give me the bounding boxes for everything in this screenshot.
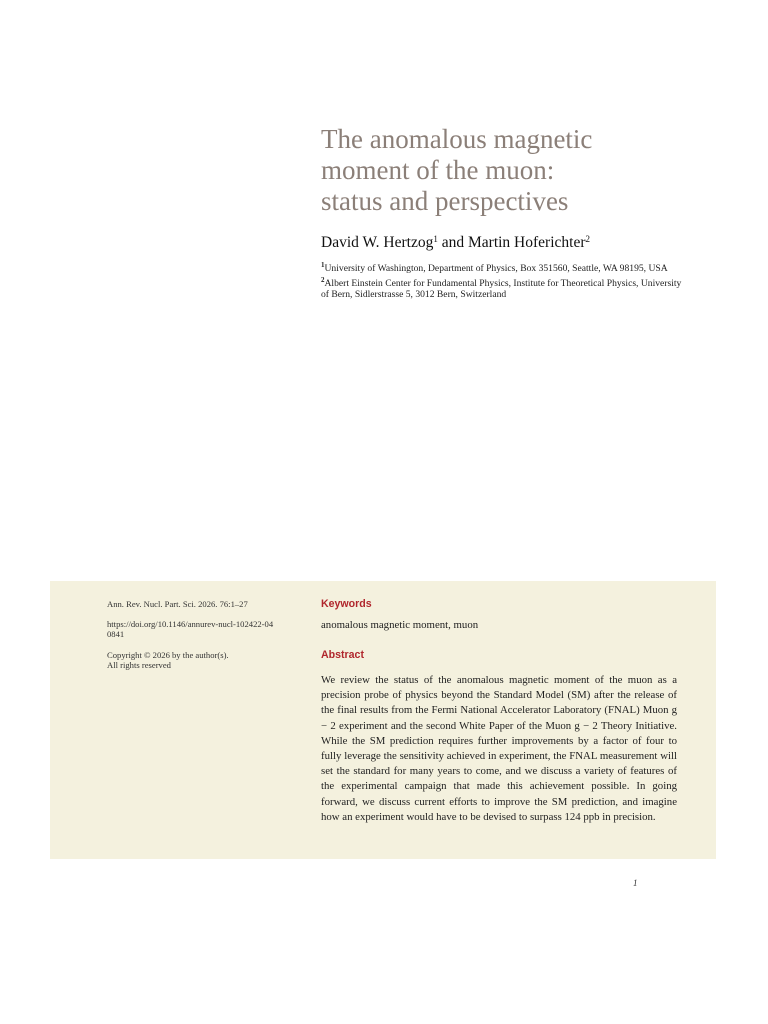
- keywords-text: anomalous magnetic moment, muon: [321, 619, 479, 631]
- affiliation-mark: 2: [321, 275, 325, 284]
- affiliation: [321, 275, 691, 301]
- author-affiliation-mark: 1: [433, 234, 438, 244]
- title-line: The anomalous magnetic: [321, 124, 593, 154]
- affiliation-text: University of Washington, Department of Physics, Box 351560, Seattle, WA 98195, USA: [324, 263, 668, 275]
- journal-citation-text: Ann. Rev. Nucl. Part. Sci. 2026. 76:1–27: [107, 599, 248, 609]
- abstract-heading: Abstract: [321, 649, 364, 661]
- title-line: status and perspectives: [321, 186, 569, 216]
- affiliations: [321, 260, 691, 301]
- journal-citation: [107, 599, 307, 609]
- page-number: 1: [633, 878, 638, 888]
- author-list: [321, 234, 590, 252]
- copyright: [107, 650, 307, 671]
- abstract-text: We review the status of the anomalous magnetic moment of the muon as a precision probe of physics beyond the Standard Model (SM) after the release of the final results from the Fermi National Accelerator Laboratory (FNAL) Muon g − 2 experiment and the second White Paper of the Muon g − 2 Theory Initiative. While the SM prediction requires further improvements by a factor of four to fully leverage the sensitivity achieved in experiment, the FNAL measurement will set the standard for many years to come, and we discuss a variety of features of the experimental campaign that made this achievement possible. In going forward, we discuss current efforts to improve the SM prediction, and imagine how an experiment would have to be devised to surpass 124 ppb in precision.: [321, 674, 677, 823]
- affiliation-text: Albert Einstein Center for Fundamental Physics, Institute for Theoretical Physics, University of Bern, Sidlerstrasse 5, 3012 Bern, Switzerland: [321, 277, 682, 301]
- rights-text: All rights reserved: [107, 660, 171, 671]
- affiliation-mark: 1: [321, 261, 325, 269]
- author-name: Martin Hoferichter: [468, 234, 586, 251]
- paper-title: [321, 124, 721, 217]
- author-conjunction: and: [437, 234, 468, 251]
- doi-link[interactable]: https://doi.org/10.1146/annurev-nucl-102422-040841: [107, 619, 274, 640]
- author-name: David W. Hertzog: [321, 234, 434, 251]
- affiliation: [321, 260, 691, 275]
- title-line: moment of the muon:: [321, 155, 555, 185]
- author-affiliation-mark: 2: [585, 234, 590, 244]
- doi: [107, 619, 307, 640]
- keywords-heading: Keywords: [321, 598, 372, 610]
- copyright-text: Copyright © 2026 by the author(s).: [107, 650, 229, 660]
